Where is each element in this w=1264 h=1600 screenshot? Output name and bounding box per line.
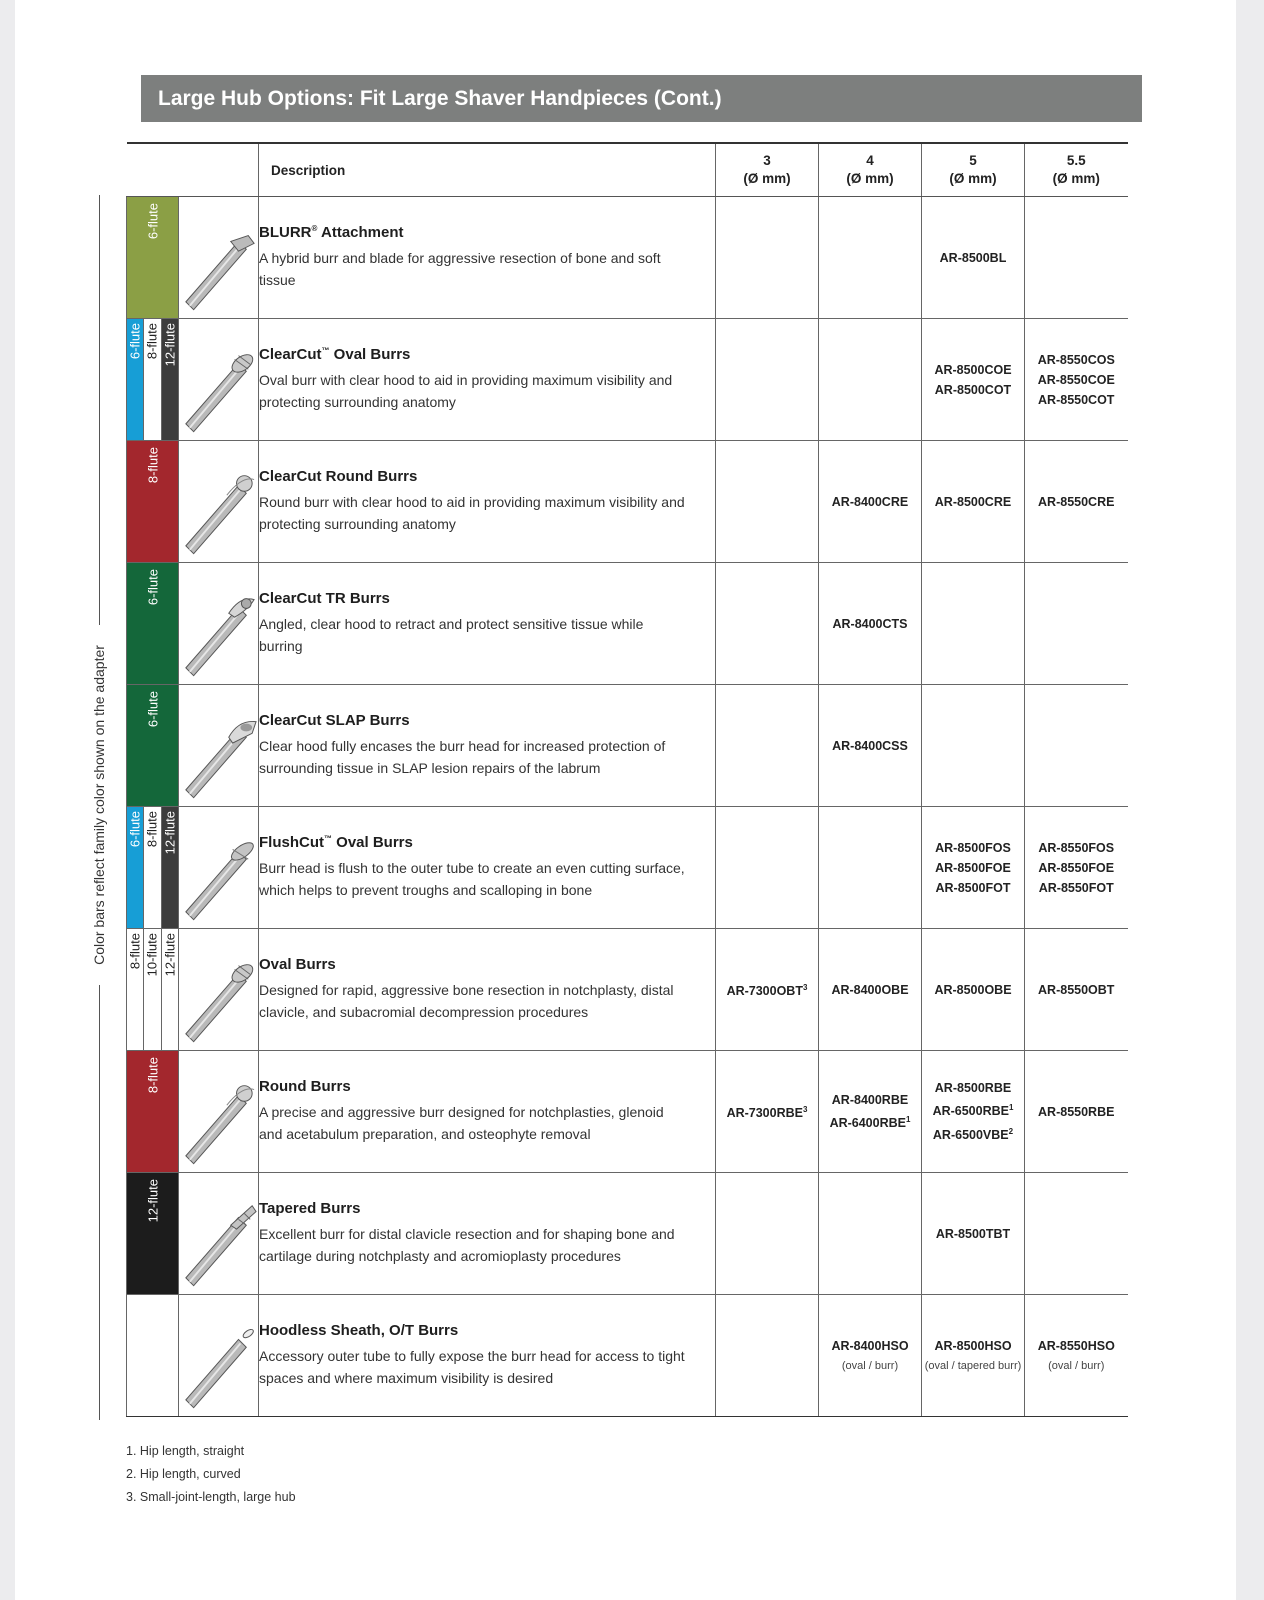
header-empty-image bbox=[179, 143, 259, 197]
tapered-burr-icon bbox=[179, 1179, 258, 1289]
part-number-cell bbox=[716, 929, 819, 1051]
part-number bbox=[922, 1098, 1024, 1121]
flute-label: 8-flute bbox=[145, 447, 160, 484]
product-image-cell bbox=[179, 441, 259, 563]
color-bars bbox=[127, 1173, 178, 1294]
part-number-cell bbox=[716, 807, 819, 929]
description-cell bbox=[259, 807, 716, 929]
product-description: Burr head is flush to the outer tube to create an even cutting surface, which helps to prevent troughs and scalloping in bone bbox=[259, 860, 685, 898]
part-number-cell bbox=[716, 1295, 819, 1417]
part-number-cell bbox=[716, 441, 819, 563]
part-code: AR-8550OBT bbox=[1038, 982, 1115, 997]
product-description: Excellent burr for distal clavicle resection and for shaping bone and cartilage during notchplasty and acromioplasty procedures bbox=[259, 1226, 675, 1264]
color-bars bbox=[127, 1295, 178, 1416]
product-name: Hoodless Sheath, O/T Burrs bbox=[259, 1322, 459, 1339]
header-description: Description bbox=[259, 143, 716, 197]
table-row bbox=[127, 441, 1128, 563]
product-title bbox=[259, 590, 715, 607]
part-number-cell bbox=[922, 929, 1025, 1051]
color-bar bbox=[144, 319, 161, 440]
product-name-suffix: Attachment bbox=[317, 224, 404, 241]
product-name: Round Burrs bbox=[259, 1078, 351, 1095]
color-bars bbox=[127, 685, 178, 806]
table-row bbox=[127, 319, 1128, 441]
product-description: Round burr with clear hood to aid in providing maximum visibility and protecting surrounding anatomy bbox=[259, 494, 685, 532]
flute-label: 6-flute bbox=[145, 569, 160, 606]
description-cell bbox=[259, 685, 716, 807]
color-bar-cell bbox=[127, 563, 179, 685]
color-bar-cell bbox=[127, 807, 179, 929]
part-number-cell bbox=[819, 563, 922, 685]
part-number bbox=[922, 980, 1024, 1000]
side-rule-top bbox=[99, 195, 100, 625]
color-bars bbox=[127, 441, 178, 562]
part-number-cell bbox=[1025, 1295, 1128, 1417]
flute-label: 6-flute bbox=[127, 811, 143, 848]
part-number-cell bbox=[922, 319, 1025, 441]
description-cell bbox=[259, 563, 716, 685]
part-code: AR-8550FOE bbox=[1038, 860, 1115, 875]
flute-label: 12-flute bbox=[145, 1179, 160, 1223]
product-title bbox=[259, 834, 715, 851]
part-code: AR-8550COE bbox=[1037, 372, 1115, 387]
hoodless-sheath-icon bbox=[179, 1301, 258, 1411]
product-title bbox=[259, 468, 715, 485]
footnote-1: 1. Hip length, straight bbox=[126, 1444, 245, 1458]
product-title bbox=[259, 224, 715, 241]
product-name-suffix: Oval Burrs bbox=[329, 346, 411, 363]
product-table bbox=[126, 142, 1128, 1417]
trademark-mark: ™ bbox=[324, 834, 332, 843]
part-number bbox=[1025, 492, 1128, 512]
product-image-cell bbox=[179, 197, 259, 319]
part-number bbox=[922, 1122, 1024, 1145]
product-name: Oval Burrs bbox=[259, 956, 336, 973]
part-code: AR-8400RBE bbox=[831, 1092, 909, 1107]
product-description: Angled, clear hood to retract and protect sensitive tissue while burring bbox=[259, 616, 644, 654]
color-bar-cell bbox=[127, 1295, 179, 1417]
part-code: AR-8500COT bbox=[934, 382, 1012, 397]
part-note: (oval / burr) bbox=[841, 1359, 899, 1372]
product-name: ClearCut SLAP Burrs bbox=[259, 712, 410, 729]
slap-burr-icon bbox=[179, 691, 258, 801]
flute-label: 6-flute bbox=[127, 323, 143, 360]
flute-label: 8-flute bbox=[127, 933, 143, 970]
color-bar bbox=[127, 441, 178, 562]
part-code: AR-8550FOS bbox=[1038, 840, 1115, 855]
color-bar-caption: Color bars reflect family color shown on the adapter bbox=[91, 645, 107, 965]
part-code: AR-8550COS bbox=[1037, 352, 1115, 367]
color-bars bbox=[127, 929, 178, 1050]
part-number-cell bbox=[819, 1295, 922, 1417]
part-number-cell bbox=[819, 197, 922, 319]
color-bars bbox=[127, 563, 178, 684]
table-row bbox=[127, 685, 1128, 807]
color-bar bbox=[127, 563, 178, 684]
part-number-cell bbox=[716, 1051, 819, 1173]
part-code: AR-8500FOT bbox=[935, 880, 1011, 895]
part-code: AR-8400HSO bbox=[831, 1338, 909, 1353]
part-code: AR-8550RBE bbox=[1038, 1104, 1115, 1119]
product-description: A precise and aggressive burr designed for notchplasties, glenoid and acetabulum preparation, and osteophyte removal bbox=[259, 1104, 664, 1142]
part-code: AR-7300OBT bbox=[726, 984, 803, 999]
product-title bbox=[259, 346, 715, 363]
footnote-ref: 1 bbox=[905, 1114, 911, 1124]
table-row bbox=[127, 1173, 1128, 1295]
part-number-cell bbox=[1025, 1173, 1128, 1295]
part-code: AR-8500FOE bbox=[935, 860, 1011, 875]
part-number bbox=[1025, 878, 1128, 898]
flute-label: 12-flute bbox=[162, 811, 178, 855]
part-number-cell bbox=[922, 441, 1025, 563]
part-code: AR-8400CSS bbox=[832, 738, 908, 753]
oval-burr-icon bbox=[179, 325, 258, 435]
part-number-cell bbox=[716, 319, 819, 441]
part-number-cell bbox=[819, 807, 922, 929]
header-size-3: 3 (Ø mm) bbox=[716, 143, 819, 197]
product-name: BLURR bbox=[259, 224, 312, 241]
product-name-suffix: Oval Burrs bbox=[332, 834, 413, 851]
part-number-cell bbox=[922, 197, 1025, 319]
part-code: AR-6500VBE bbox=[932, 1127, 1009, 1142]
part-code: AR-8500CRE bbox=[934, 494, 1012, 509]
footnote-3: 3. Small-joint-length, large hub bbox=[126, 1490, 296, 1504]
part-number-cell bbox=[1025, 319, 1128, 441]
color-bar bbox=[162, 929, 178, 1050]
product-image-cell bbox=[179, 1051, 259, 1173]
product-image-cell bbox=[179, 563, 259, 685]
part-number-cell bbox=[922, 1173, 1025, 1295]
part-code: AR-6400RBE bbox=[829, 1116, 906, 1131]
color-bar-cell bbox=[127, 319, 179, 441]
part-number bbox=[716, 1100, 818, 1123]
part-number bbox=[922, 878, 1024, 898]
part-number-cell bbox=[1025, 685, 1128, 807]
header-size-4: 4 (Ø mm) bbox=[819, 143, 922, 197]
part-note: (oval / burr) bbox=[1048, 1359, 1105, 1372]
part-code: AR-8500BL bbox=[939, 250, 1007, 265]
product-title bbox=[259, 1200, 715, 1217]
part-code: AR-8550COT bbox=[1038, 392, 1115, 407]
description-cell bbox=[259, 1295, 716, 1417]
part-code: AR-8500FOS bbox=[935, 840, 1011, 855]
product-image-cell bbox=[179, 807, 259, 929]
part-code: AR-7300RBE bbox=[726, 1106, 803, 1121]
part-code: AR-8500TBT bbox=[935, 1226, 1011, 1241]
table-row bbox=[127, 1051, 1128, 1173]
part-number-cell bbox=[1025, 563, 1128, 685]
footnote-ref: 1 bbox=[1008, 1103, 1014, 1113]
round-burr-icon bbox=[179, 1057, 258, 1167]
header-size-5: 5 (Ø mm) bbox=[922, 143, 1025, 197]
product-description: Designed for rapid, aggressive bone resection in notchplasty, distal clavicle, and subacromial decompression procedures bbox=[259, 982, 674, 1020]
part-number-cell bbox=[1025, 807, 1128, 929]
product-image-cell bbox=[179, 1295, 259, 1417]
flute-label: 8-flute bbox=[144, 323, 160, 360]
product-name: ClearCut Round Burrs bbox=[259, 468, 418, 485]
flute-label: 12-flute bbox=[162, 933, 178, 977]
product-image-cell bbox=[179, 1173, 259, 1295]
color-bar bbox=[162, 807, 178, 928]
color-bar bbox=[127, 929, 144, 1050]
part-number bbox=[1025, 980, 1128, 1000]
footnote-ref: 2 bbox=[1008, 1126, 1014, 1136]
part-number-cell bbox=[716, 563, 819, 685]
part-number-cell bbox=[922, 563, 1025, 685]
color-bar bbox=[127, 1051, 178, 1172]
part-code: AR-8550HSO bbox=[1037, 1338, 1115, 1353]
table-row bbox=[127, 563, 1128, 685]
part-number bbox=[1025, 1102, 1128, 1122]
table-row bbox=[127, 929, 1128, 1051]
part-number-cell bbox=[819, 319, 922, 441]
footnote-2: 2. Hip length, curved bbox=[126, 1467, 241, 1481]
description-cell bbox=[259, 1051, 716, 1173]
color-bars bbox=[127, 807, 178, 928]
color-bar bbox=[127, 319, 144, 440]
oval-burr-icon bbox=[179, 935, 258, 1045]
color-bar-cell bbox=[127, 197, 179, 319]
flushcut-burr-icon bbox=[179, 813, 258, 923]
part-number bbox=[1025, 390, 1128, 410]
part-code: AR-8500HSO bbox=[934, 1338, 1012, 1353]
part-number-cell bbox=[819, 929, 922, 1051]
description-cell bbox=[259, 441, 716, 563]
part-number bbox=[1025, 350, 1128, 370]
part-number bbox=[716, 978, 818, 1001]
footnote-ref: 3 bbox=[802, 982, 808, 992]
part-code: AR-8550CRE bbox=[1038, 494, 1115, 509]
part-code: AR-8500OBE bbox=[934, 982, 1012, 997]
part-number-cell bbox=[1025, 197, 1128, 319]
part-code: AR-8500COE bbox=[934, 362, 1012, 377]
part-number bbox=[819, 1090, 921, 1110]
description-cell bbox=[259, 197, 716, 319]
trademark-mark: ® bbox=[311, 224, 318, 233]
part-number bbox=[1025, 1336, 1128, 1376]
product-name: ClearCut TR Burrs bbox=[259, 590, 390, 607]
product-description: Accessory outer tube to fully expose the burr head for access to tight spaces and where maximum visibility is desired bbox=[259, 1348, 685, 1386]
part-number bbox=[819, 1336, 921, 1376]
flute-label: 8-flute bbox=[145, 1057, 160, 1094]
flute-label: 8-flute bbox=[144, 811, 160, 848]
part-number-cell bbox=[819, 685, 922, 807]
color-bar bbox=[127, 807, 144, 928]
footnotes bbox=[126, 1440, 296, 1509]
part-number-cell bbox=[819, 1173, 922, 1295]
flute-label: 10-flute bbox=[144, 933, 160, 977]
section-header: Large Hub Options: Fit Large Shaver Handpieces (Cont.) bbox=[141, 75, 1142, 122]
color-bar-cell bbox=[127, 1173, 179, 1295]
table-row bbox=[127, 1295, 1128, 1417]
header-empty-color bbox=[127, 143, 179, 197]
footnote-ref: 3 bbox=[802, 1104, 808, 1114]
description-cell bbox=[259, 1173, 716, 1295]
part-number bbox=[922, 1078, 1024, 1098]
product-title bbox=[259, 712, 715, 729]
part-code: AR-8500RBE bbox=[934, 1081, 1012, 1096]
part-number bbox=[922, 360, 1024, 380]
table-header-row bbox=[127, 143, 1128, 197]
part-number bbox=[819, 492, 921, 512]
product-image-cell bbox=[179, 685, 259, 807]
part-number-cell bbox=[1025, 1051, 1128, 1173]
part-number bbox=[1025, 838, 1128, 858]
part-number-cell bbox=[922, 807, 1025, 929]
part-number bbox=[922, 492, 1024, 512]
product-title bbox=[259, 1322, 715, 1339]
product-image-cell bbox=[179, 319, 259, 441]
part-number bbox=[922, 858, 1024, 878]
part-number-cell bbox=[922, 1295, 1025, 1417]
product-name: FlushCut bbox=[259, 834, 324, 851]
color-bar-cell bbox=[127, 441, 179, 563]
flute-label: 12-flute bbox=[162, 323, 178, 367]
part-number bbox=[1025, 858, 1128, 878]
table-row bbox=[127, 197, 1128, 319]
part-number bbox=[922, 248, 1024, 268]
product-description: Oval burr with clear hood to aid in providing maximum visibility and protecting surrounding anatomy bbox=[259, 372, 673, 410]
product-description: Clear hood fully encases the burr head for increased protection of surrounding tissue in SLAP lesion repairs of the labrum bbox=[259, 738, 666, 776]
part-code: AR-8400CTS bbox=[832, 616, 908, 631]
burr-blade-icon bbox=[179, 203, 258, 313]
product-name: Tapered Burrs bbox=[259, 1200, 361, 1217]
part-number bbox=[1025, 370, 1128, 390]
part-number-cell bbox=[922, 685, 1025, 807]
part-code: AR-8550FOT bbox=[1038, 880, 1114, 895]
part-number-cell bbox=[819, 1051, 922, 1173]
description-cell bbox=[259, 929, 716, 1051]
part-code: AR-8400OBE bbox=[831, 982, 909, 997]
product-image-cell bbox=[179, 929, 259, 1051]
part-number bbox=[922, 838, 1024, 858]
trademark-mark: ™ bbox=[321, 346, 330, 355]
flute-label: 6-flute bbox=[145, 691, 160, 728]
color-bars bbox=[127, 319, 178, 440]
color-bar-cell bbox=[127, 1051, 179, 1173]
part-number-cell bbox=[716, 197, 819, 319]
color-bar bbox=[162, 319, 178, 440]
part-number bbox=[922, 1224, 1024, 1244]
part-code: AR-8400CRE bbox=[831, 494, 909, 509]
color-bars bbox=[127, 1051, 178, 1172]
part-number bbox=[922, 380, 1024, 400]
product-title bbox=[259, 956, 715, 973]
product-name: ClearCut bbox=[259, 346, 322, 363]
part-number bbox=[819, 614, 921, 634]
color-bar-cell bbox=[127, 685, 179, 807]
description-cell bbox=[259, 319, 716, 441]
part-number-cell bbox=[1025, 929, 1128, 1051]
part-number bbox=[819, 736, 921, 756]
flute-label: 6-flute bbox=[145, 203, 160, 240]
part-note: (oval / tapered burr) bbox=[924, 1359, 1022, 1372]
round-burr-icon bbox=[179, 447, 258, 557]
color-bar bbox=[144, 807, 161, 928]
color-bar bbox=[144, 929, 161, 1050]
product-description: A hybrid burr and blade for aggressive resection of bone and soft tissue bbox=[259, 250, 661, 288]
part-code: AR-6500RBE bbox=[932, 1104, 1009, 1119]
part-number-cell bbox=[716, 685, 819, 807]
tr-burr-icon bbox=[179, 569, 258, 679]
color-bars bbox=[127, 197, 178, 318]
color-bar-cell bbox=[127, 929, 179, 1051]
part-number bbox=[819, 980, 921, 1000]
color-bar bbox=[127, 685, 178, 806]
side-rule-bottom bbox=[99, 985, 100, 1420]
color-bar bbox=[127, 197, 178, 318]
part-number-cell bbox=[1025, 441, 1128, 563]
part-number bbox=[922, 1336, 1024, 1376]
part-number-cell bbox=[819, 441, 922, 563]
part-number-cell bbox=[716, 1173, 819, 1295]
color-bar bbox=[127, 1173, 178, 1294]
part-number bbox=[819, 1110, 921, 1133]
part-number-cell bbox=[922, 1051, 1025, 1173]
product-title bbox=[259, 1078, 715, 1095]
header-size-5-5: 5.5 (Ø mm) bbox=[1025, 143, 1128, 197]
table-row bbox=[127, 807, 1128, 929]
